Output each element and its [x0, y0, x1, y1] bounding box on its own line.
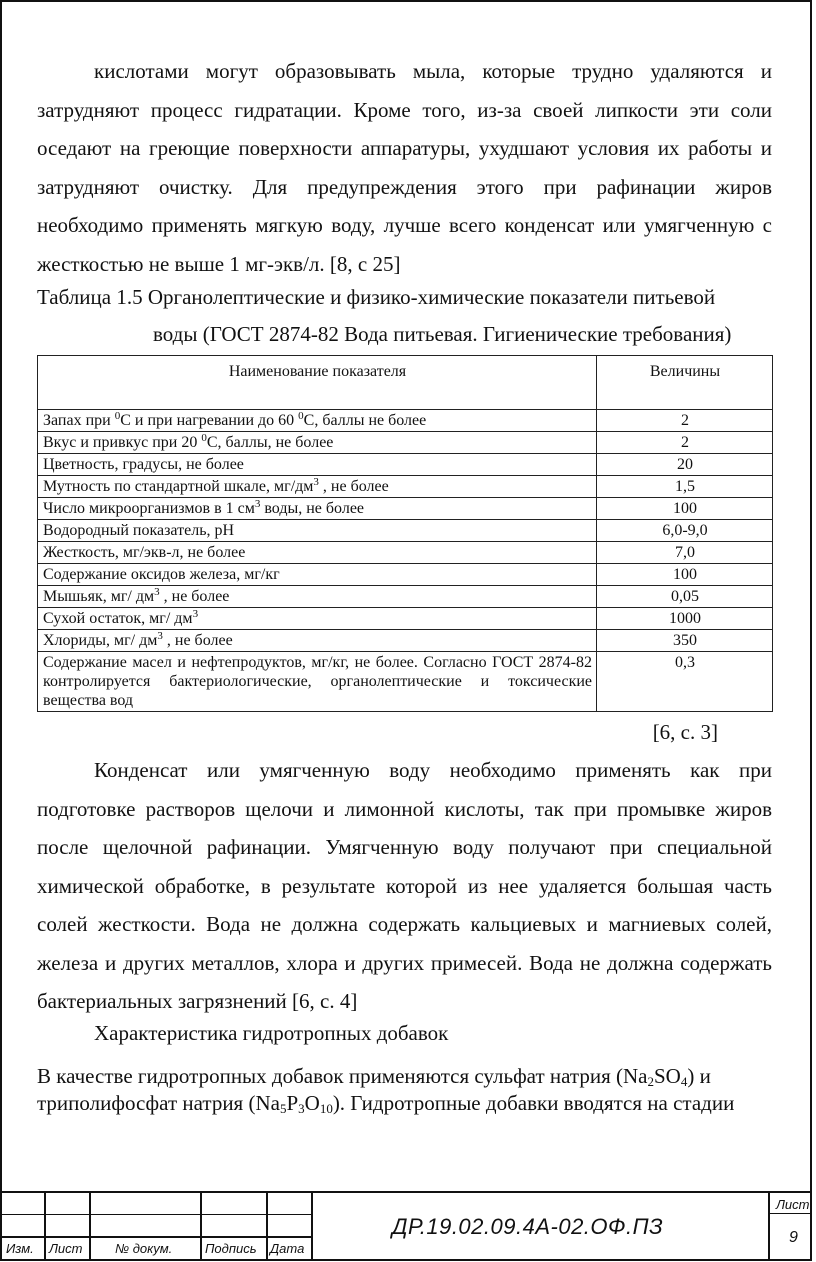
table-row: [38, 410, 773, 432]
header-values: Величины: [597, 356, 773, 410]
row-value: 0,05: [597, 586, 773, 608]
table-row: [38, 542, 773, 564]
stamp-divider: [44, 1193, 46, 1259]
stamp-divider: [311, 1193, 313, 1259]
row-name: Содержание масел и нефтепродуктов, мг/кг, не более. Согласно ГОСТ 2874-82 контролируется бактериологические, органолептические и токсические вещества вод: [38, 652, 597, 712]
row-name: Мышьяк, мг/ $дм^3$ , не более: [38, 586, 597, 608]
table-row: [38, 630, 773, 652]
stamp-row-line: [0, 1236, 312, 1238]
stamp-divider: [200, 1193, 202, 1259]
row-name: Водородный показатель, pH: [38, 520, 597, 542]
row-name: Число микроорганизмов в 1 $см^3$ воды, не более: [38, 498, 597, 520]
header-indicator-name: Наименование показателя: [38, 356, 597, 410]
row-value: 1000: [597, 608, 773, 630]
row-name: Жесткость, мг/экв-л, не более: [38, 542, 597, 564]
stamp-label-date: Дата: [270, 1241, 305, 1256]
table-row: [38, 652, 773, 712]
paragraph-hydrotropic-additives: В качестве гидротропных добавок применяются сульфат натрия $(Na_2SO_4)$ и триполифосфат натрия $(Na_5P_3O_{10})$. Гидротропные добавки вводятся на стадии: [37, 1064, 735, 1116]
table-row: [38, 564, 773, 586]
table-row: [38, 586, 773, 608]
row-value: 2: [597, 410, 773, 432]
table-row: [38, 498, 773, 520]
sheet-label: Лист: [776, 1197, 810, 1212]
table-row: [38, 476, 773, 498]
row-value: 7,0: [597, 542, 773, 564]
stamp-label-signature: Подпись: [205, 1241, 257, 1256]
table-caption-line2: воды (ГОСТ 2874-82 Вода питьевая. Гигиенические требования): [153, 322, 732, 346]
row-value: 350: [597, 630, 773, 652]
row-name: Содержание оксидов железа, мг/кг: [38, 564, 597, 586]
stamp-divider: [266, 1193, 268, 1259]
row-name: Запах при $^0$С и при нагревании до 60 $^0$С, баллы не более: [38, 410, 597, 432]
stamp-row-line: [0, 1214, 312, 1215]
row-name: Хлориды, мг/ $дм^3$ , не более: [38, 630, 597, 652]
row-value: 100: [597, 564, 773, 586]
paragraph-water-hardness: кислотами могут образовывать мыла, которые трудно удаляются и затрудняют процесс гидратации. Кроме того, из-за своей липкости эти соли оседают на греющие поверхности аппаратуры, ухудшают условия их работы и затрудняют очистку. Для предупреждения этого при рафинации жиров необходимо применять мягкую воду, лучше всего конденсат или умягченную с жесткостью не выше 1 мг-экв/л. [8, с 25]: [37, 59, 772, 276]
row-value: 6,0-9,0: [597, 520, 773, 542]
row-value: 1,5: [597, 476, 773, 498]
title-block: [0, 1191, 812, 1261]
document-code: ДР.19.02.09.4А-02.ОФ.ПЗ: [392, 1214, 664, 1239]
paragraph-softened-water: Конденсат или умягченную воду необходимо применять как при подготовке растворов щелочи и лимонной кислоты, так при промывке жиров после щелочной рафинации. Умягченную воду получают при специальной химической обработке, в результате которой из нее удаляется большая часть солей жесткости. Вода не должна содержать кальциевых и магниевых солей, железа и других металлов, хлора и других примесей. Вода не должна содержать бактериальных загрязнений [6, с. 4]: [37, 758, 772, 1013]
table-caption-line1: Таблица 1.5 Органолептические и физико-химические показатели питьевой: [37, 285, 716, 309]
row-name: Цветность, градусы, не более: [38, 454, 597, 476]
table-row: [38, 454, 773, 476]
table-header-row: [38, 356, 773, 410]
row-value: 2: [597, 432, 773, 454]
table-reference: [6, с. 3]: [652, 720, 718, 744]
stamp-label-doc-number: № докум.: [115, 1241, 173, 1256]
stamp-divider: [89, 1193, 91, 1259]
row-value: 100: [597, 498, 773, 520]
stamp-label-change: Изм.: [6, 1241, 34, 1256]
row-value: 0,3: [597, 652, 773, 712]
table-row: [38, 520, 773, 542]
sheet-number: 9: [789, 1229, 798, 1246]
table-row: [38, 432, 773, 454]
row-value: 20: [597, 454, 773, 476]
row-name: Мутность по стандартной шкале, $мг/дм^3$ , не более: [38, 476, 597, 498]
water-quality-table: [37, 355, 773, 712]
row-name: Вкус и привкус при 20 $^0$С, баллы, не более: [38, 432, 597, 454]
section-heading: Характеристика гидротропных добавок: [94, 1021, 449, 1045]
stamp-label-sheet: Лист: [49, 1241, 83, 1256]
table-row: [38, 608, 773, 630]
stamp-sheet-line: [769, 1213, 812, 1214]
stamp-divider: [768, 1193, 770, 1259]
row-name: Сухой остаток, мг/ $дм^3$: [38, 608, 597, 630]
